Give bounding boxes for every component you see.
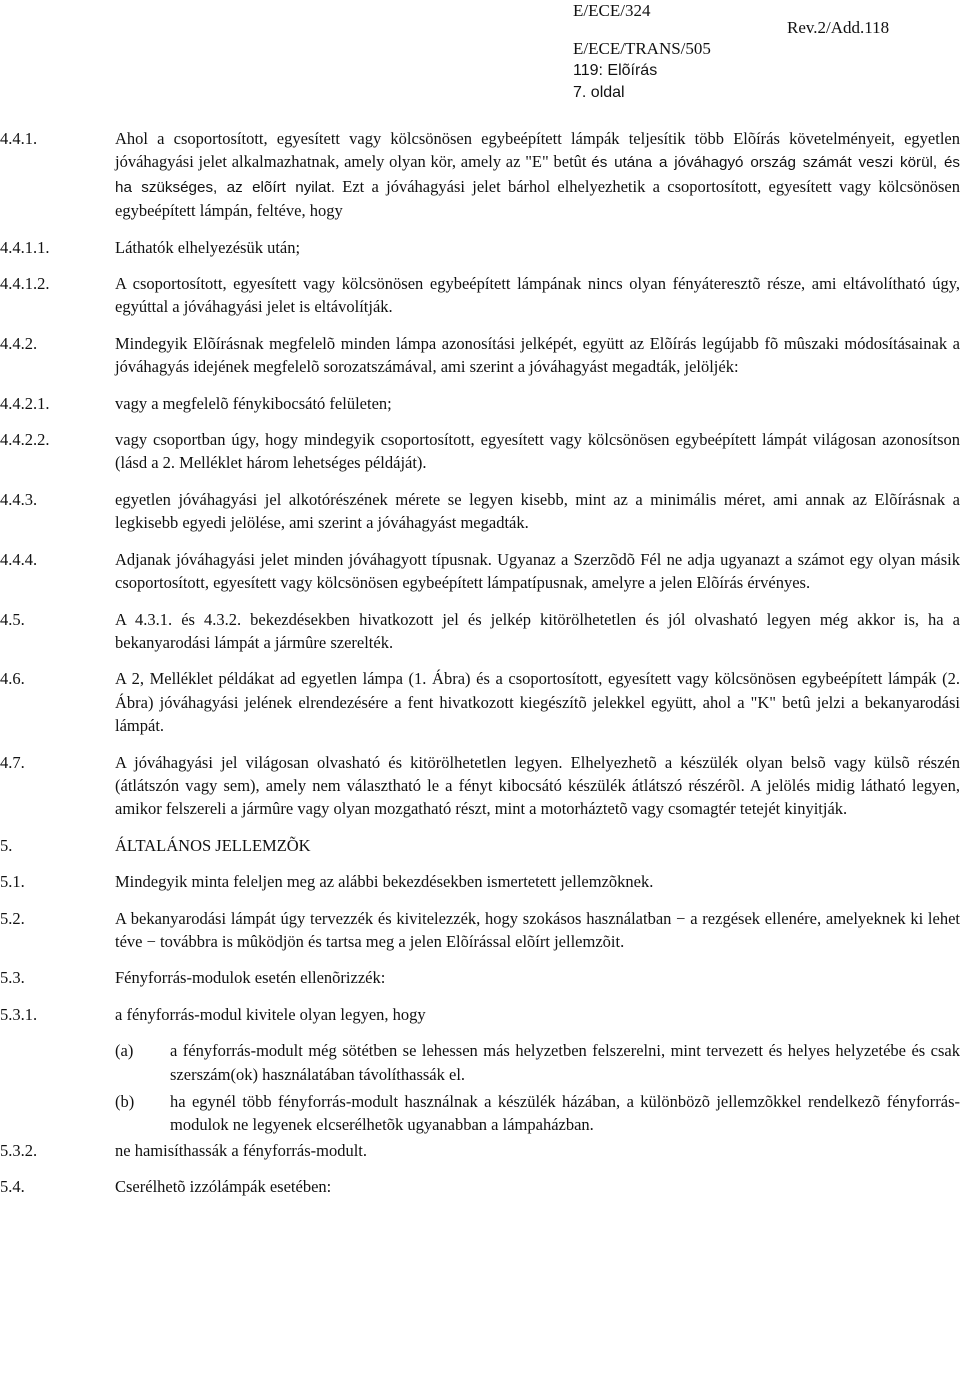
paragraph-5-4 [0,1175,960,1198]
paragraph-text: A bekanyarodási lámpát úgy tervezzék és kivitelezzék, hogy szokásos használatban − a rezgések ellenére, amelyeknek ki lehet téve − továbbra is mûködjön és tartsa meg a jelen Elõírással elõírt jellemzõit. [115,908,960,951]
doc-ref-1: E/ECE/324 [573,1,651,20]
paragraph-number: 4.4.1.2. [0,274,50,294]
paragraph-5-3-1 [0,1003,960,1026]
paragraph-text: Láthatók elhelyezésük után; [115,237,301,257]
paragraph-5-3-2 [0,1139,960,1162]
section-heading-5 [0,834,960,857]
section-number: 5. [0,835,13,855]
paragraph-text: A 4.3.1. és 4.3.2. bekezdésekben hivatkozott jel és jelkép kitörölhetetlen és jól olvasható legyen még akkor is, ha a bekanyarodási lámpát a jármûre szerelték. [115,609,960,652]
paragraph-number: 5.1. [0,872,25,892]
paragraph-number: 4.4.2. [0,333,38,353]
paragraph-text: ne hamisíthassák a fényforrás-modult. [115,1140,368,1160]
paragraph-text: vagy csoportban úgy, hogy mindegyik csoportosított, egyesített vagy kölcsönösen egybeépített lámpát világosan azonosítson (lásd a 2. Melléklet három lehetséges példáját). [115,430,960,473]
paragraph-number: 4.4.4. [0,549,38,569]
paragraph-number: 4.4.2.1. [0,393,50,413]
paragraph-text-part-1: Ahol a csoportosított, egyesített vagy kölcsönösen egybeépített lámpák teljesítik több Elõírás követelményeit, egyetlen jóváhagyási jelet alkalmazhatnak, amely olyan kör, amely az "E" betût [115,129,960,172]
paragraph-text: a fényforrás-modul kivitele olyan legyen, hogy [115,1004,426,1024]
paragraph-5-1 [0,870,960,893]
paragraph-4-6 [0,667,960,737]
paragraph-text [115,127,960,223]
paragraph-text: Adjanak jóváhagyási jelet minden jóváhagyott típusnak. Ugyanaz a Szerzõdõ Fél ne adja ugyanazt a számot egy olyan másik csoportosított, egyesített vagy kölcsönösen egybeépített lámpatípusnak, amelyre a jelen Elõírás érvényes. [115,549,960,593]
paragraph-number: 4.6. [0,669,25,689]
paragraph-text: A csoportosított, egyesített vagy kölcsönösen egybeépített lámpának nincs olyan fényáteresztõ része, ami eltávolítható úgy, egyúttal a jóváhagyási jelet is eltávolítják. [115,274,960,317]
paragraph-4-4-2-1 [0,392,960,415]
paragraph-text: Mindegyik minta feleljen meg az alábbi bekezdésekben ismertetett jellemzõknek. [115,872,654,892]
page-header [0,0,960,108]
paragraph-number: 5.2. [0,908,25,928]
subitem-label: (a) [115,1041,134,1061]
section-title: ÁLTALÁNOS JELLEMZÕK [115,835,311,855]
paragraph-text: A jóváhagyási jel világosan olvasható és kitörölhetetlen legyen. Elhelyezhetõ a készülék olyan belsõ vagy külsõ részén (átlátszón vagy sem), amely nem választható le a fényt kibocsátó készülék átlátszó részérõl. A jelölés midig látható legyen, amikor felszereli a jármûre vagy olyan mozgatható részt, mint a motorháztetõ vagy csomagtér tetejét kinyitják. [115,752,960,819]
paragraph-number: 4.4.3. [0,489,38,509]
subitem-text: a fényforrás-modult még sötétben se lehessen más helyzetben felszerelni, mint tervezett és helyes helyzetébe és csak szerszám(ok) használatában távolíthassák el. [170,1041,960,1084]
paragraph-number: 5.3.2. [0,1140,38,1160]
paragraph-5-2 [0,907,960,954]
paragraph-4-5 [0,608,960,655]
paragraph-4-4-2 [0,332,960,379]
paragraph-text: vagy a megfelelõ fénykibocsátó felületen; [115,393,392,413]
paragraph-text: Cserélhetõ izzólámpák esetében: [115,1177,332,1197]
document-body [0,127,960,1212]
paragraph-4-4-3 [0,488,960,535]
paragraph-text: Mindegyik Elõírásnak megfelelõ minden lámpa azonosítási jelképét, együtt az Elõírás legújabb fõ mûszaki módosításainak a jóváhagyás idejének megfelelõ sorozatszámával, ami szerint a jóváhagyást megadták, jelöljék: [115,333,960,377]
paragraph-text: A 2, Melléklet példákat ad egyetlen lámpa (1. Ábra) és a csoportosított, egyesített vagy kölcsönösen egybeépített lámpák (2. Ábra) jóváhagyási jelének elrendezésére a fent hivatkozott kiegészítõ jelekkel együtt, ahol a "K" betû jelzi a bekanyarodási lámpát. [115,669,960,736]
paragraph-4-4-1 [0,127,960,223]
paragraph-number: 5.3. [0,968,25,988]
page-number: 7. oldal [573,84,625,101]
subitem-label: (b) [115,1092,135,1111]
paragraph-text-part-3: Ezt a jóváhagyási jelet bárhol elhelyezhetik a csoportosított, egyesített vagy kölcsönösen egybeépített lámpán, feltéve, hogy [115,176,960,221]
paragraph-number: 4.7. [0,752,25,772]
revision-label: Rev.2/Add.118 [787,18,890,37]
paragraph-number: 4.4.2.2. [0,430,50,450]
subitem-a [115,1039,960,1086]
header-doc-refs [573,0,711,104]
paragraph-4-4-1-2 [0,272,960,319]
regulation-label: 119: Elõírás [573,62,658,79]
paragraph-number: 5.4. [0,1177,25,1197]
paragraph-text: Fényforrás-modulok esetén ellenõrizzék: [115,968,386,988]
paragraph-number: 4.5. [0,609,25,629]
paragraph-4-7 [0,751,960,821]
paragraph-number: 4.4.1. [0,129,38,148]
paragraph-5-3 [0,966,960,989]
subitem-b [115,1090,960,1137]
paragraph-number: 4.4.1.1. [0,237,50,257]
paragraph-4-4-1-1 [0,236,960,259]
paragraph-number: 5.3.1. [0,1004,38,1024]
subitem-text: ha egynél több fényforrás-modult használnak a készülék házában, a különbözõ jellemzõkkel rendelkezõ fényforrás-modulok ne legyenek elcserélhetõk ugyanabban a lámpaházban. [170,1092,960,1135]
paragraph-text-part-2: és utána a jóváhagyó ország számát veszi körül, és ha szükséges, az elõírt nyilat. [115,154,960,196]
paragraph-4-4-4 [0,548,960,595]
doc-ref-2: E/ECE/TRANS/505 [573,39,711,58]
paragraph-text: egyetlen jóváhagyási jel alkotórészének mérete se legyen kisebb, mint az a minimális méret, ami annak az Elõírásnak a legkisebb egyedi jelölése, ami szerint a jóváhagyást megadták. [115,489,960,533]
paragraph-4-4-2-2 [0,428,960,475]
